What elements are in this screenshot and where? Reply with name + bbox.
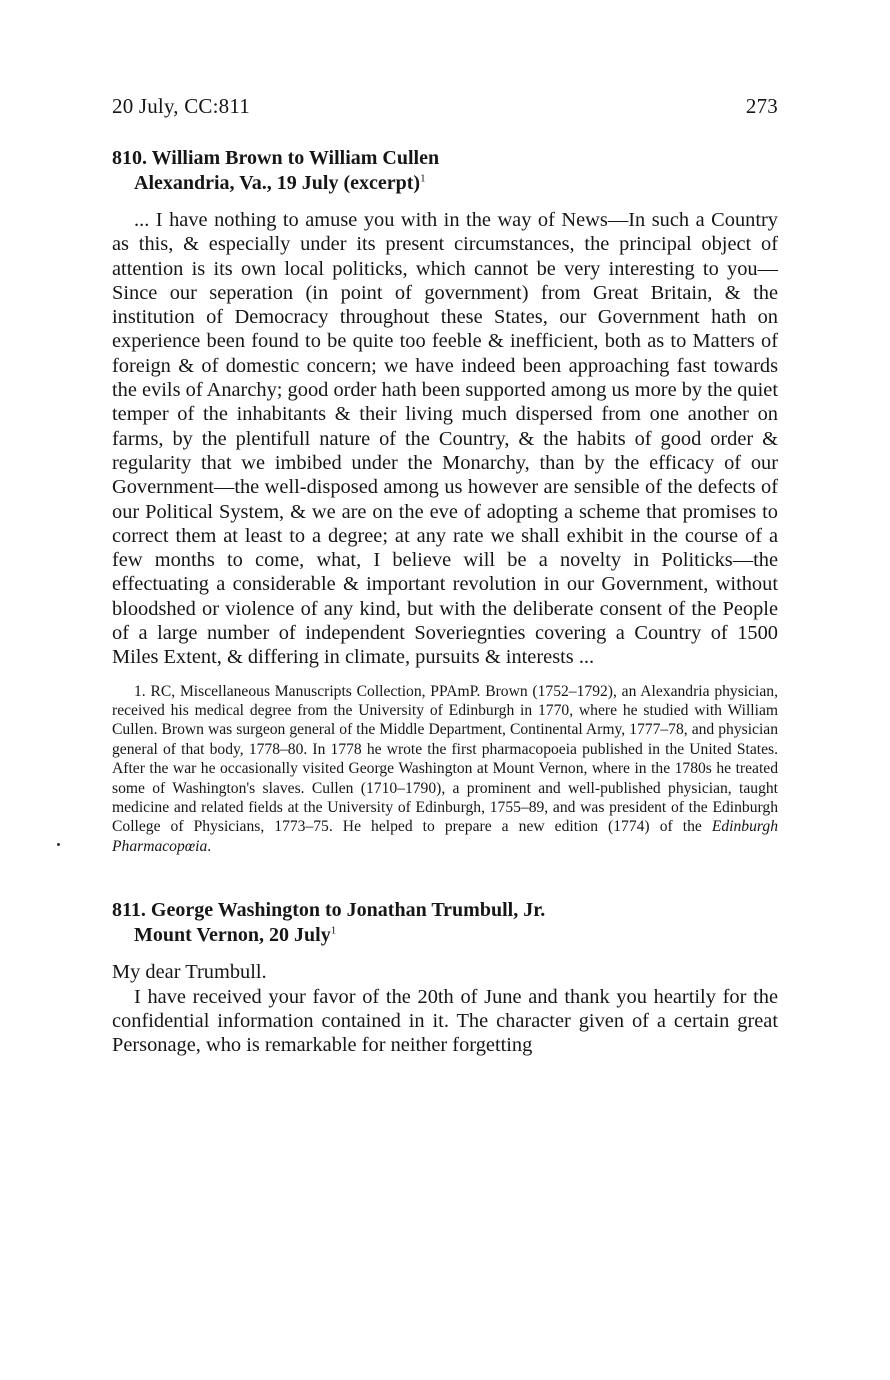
entry-811-salutation: My dear Trumbull. bbox=[112, 961, 267, 984]
entry-811-note-ref: 1 bbox=[330, 924, 337, 937]
entry-810-title-line2: Alexandria, Va., 19 July (excerpt) bbox=[134, 172, 421, 194]
footnote-italic-title: Edinburgh Pharmacopœia bbox=[112, 818, 778, 855]
entry-810-title-line1: William Brown to William Cullen bbox=[151, 147, 440, 169]
footnote-end: . bbox=[207, 837, 212, 855]
entry-811-title-line2-wrap bbox=[112, 923, 778, 948]
entry-810-body bbox=[112, 208, 778, 670]
running-head bbox=[112, 92, 778, 120]
entry-811-title bbox=[112, 898, 778, 948]
entry-811-title-line1: George Washington to Jonathan Trumbull, Jr. bbox=[150, 899, 546, 922]
entry-811-title-line2: Mount Vernon, 20 July bbox=[134, 924, 331, 947]
footnote-text: 1. RC, Miscellaneous Manuscripts Collection, PPAmP. Brown (1752–1792), an Alexandria physician, received his medical degree from the University of Edinburgh in 1770, where he studied with William Cullen. Brown was surgeon general of the Middle Department, Continental Army, 1777–78, and physician general of that body, 1778–80. In 1778 he wrote the first pharmacopoeia published in the United States. After the war he occasionally visited George Washington at Mount Vernon, where in the 1780s he treated some of Washington's slaves. Cullen (1710–1790), a prominent and well-published physician, taught medicine and related fields at the University of Edinburgh, 1755–89, and was president of the Edinburgh College of Physicians, 1773–75. He helped to prepare a new edition (1774) of the bbox=[112, 682, 778, 836]
entry-810-note-ref: 1 bbox=[420, 172, 426, 185]
entry-810-footnote bbox=[112, 682, 778, 857]
entry-810-title-line2-wrap bbox=[112, 171, 778, 196]
document-page bbox=[112, 92, 778, 1057]
entry-811-body bbox=[112, 960, 778, 1057]
margin-dot bbox=[57, 843, 60, 846]
entry-810-number: 810. bbox=[112, 147, 147, 169]
entry-811-paragraph: I have received your favor of the 20th of June and thank you heartily for the confidential information contained in it. The character given of a certain great Personage, who is remarkable for neither forgetting bbox=[112, 985, 778, 1057]
entry-810-paragraph: ... I have nothing to amuse you with in the way of News—In such a Country as this, & especially under its present circumstances, the principal object of attention is its own local politicks, which cannot be very interesting to you—Since our seperation (in point of government) from Great Britain, & the institution of Democracy throughout these States, our Government hath on experience been found to be quite too feeble & inefficient, both as to Matters of foreign & of domestic concern; we have indeed been approaching fast towards the evils of Anarchy; good order hath been supported among us more by the quiet temper of the inhabitants & their living much dispersed from one another on farms, by the plentifull nature of the Country, & the habits of good order & regularity that we imbibed under the Monarchy, than by the efficacy of our Government—the well-disposed among us however are sensible of the defects of our Political System, & we are on the eve of adopting a scheme that promises to correct them at least to a degree; at any rate we shall exhibit in the course of a few months to come, what, I believe will be a novelty in Politicks—the effectuating a considerable & important revolution in our Government, without bloodshed or violence of any kind, but with the deliberate consent of the People of a large number of independent Soveriegnties covering a Country of 1500 Miles Extent, & differing in climate, pursuits & interests ... bbox=[112, 209, 778, 669]
entry-810-title bbox=[112, 146, 778, 196]
running-head-left: 20 July, CC:811 bbox=[112, 94, 250, 118]
page-number: 273 bbox=[745, 94, 778, 118]
entry-811-number: 811. bbox=[112, 899, 146, 922]
